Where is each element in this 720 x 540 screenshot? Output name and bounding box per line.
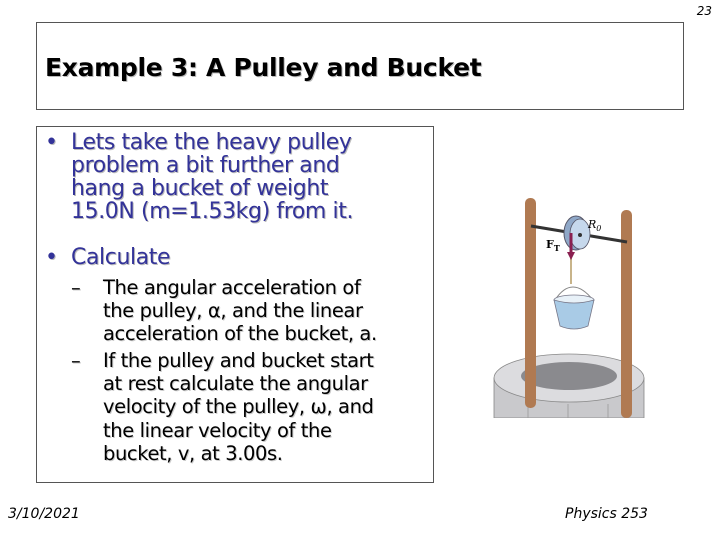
left-post xyxy=(525,198,536,408)
bullet-dot-icon: • xyxy=(45,130,58,155)
pulley-icon xyxy=(564,216,590,250)
bullet-dot-icon: • xyxy=(45,245,58,270)
sub-bullet-2: – If the pulley and bucket start at rest calculate the angular velocity of the pulley, ω, and the linear velocity of the bucket, v, at 3.00s. xyxy=(71,349,374,465)
bullet-2: • Calculate xyxy=(45,245,171,270)
bullet-1: • Lets take the heavy pulley problem a bit further and hang a bucket of weight 15.0N (m=1.53kg) from it. xyxy=(45,130,354,224)
dash-icon: – xyxy=(71,276,81,299)
content-box xyxy=(36,126,434,483)
title-box xyxy=(36,22,684,110)
force-arrow-head-icon xyxy=(567,252,575,260)
force-label: $F_T$ xyxy=(546,238,560,253)
sub-bullet-1: – The angular acceleration of the pulley, α, and the linear acceleration of the bucket, a. xyxy=(71,276,377,346)
slide-title: Example 3: A Pulley and Bucket xyxy=(45,53,482,82)
bucket-icon xyxy=(554,287,594,329)
dash-icon: – xyxy=(71,349,81,372)
page-number: 23 xyxy=(696,4,712,18)
footer-date: 3/10/2021 xyxy=(8,506,80,522)
footer-course: Physics 253 xyxy=(565,506,648,522)
radius-label: $R_0$ xyxy=(588,218,602,233)
pulley-well-figure xyxy=(488,178,664,418)
